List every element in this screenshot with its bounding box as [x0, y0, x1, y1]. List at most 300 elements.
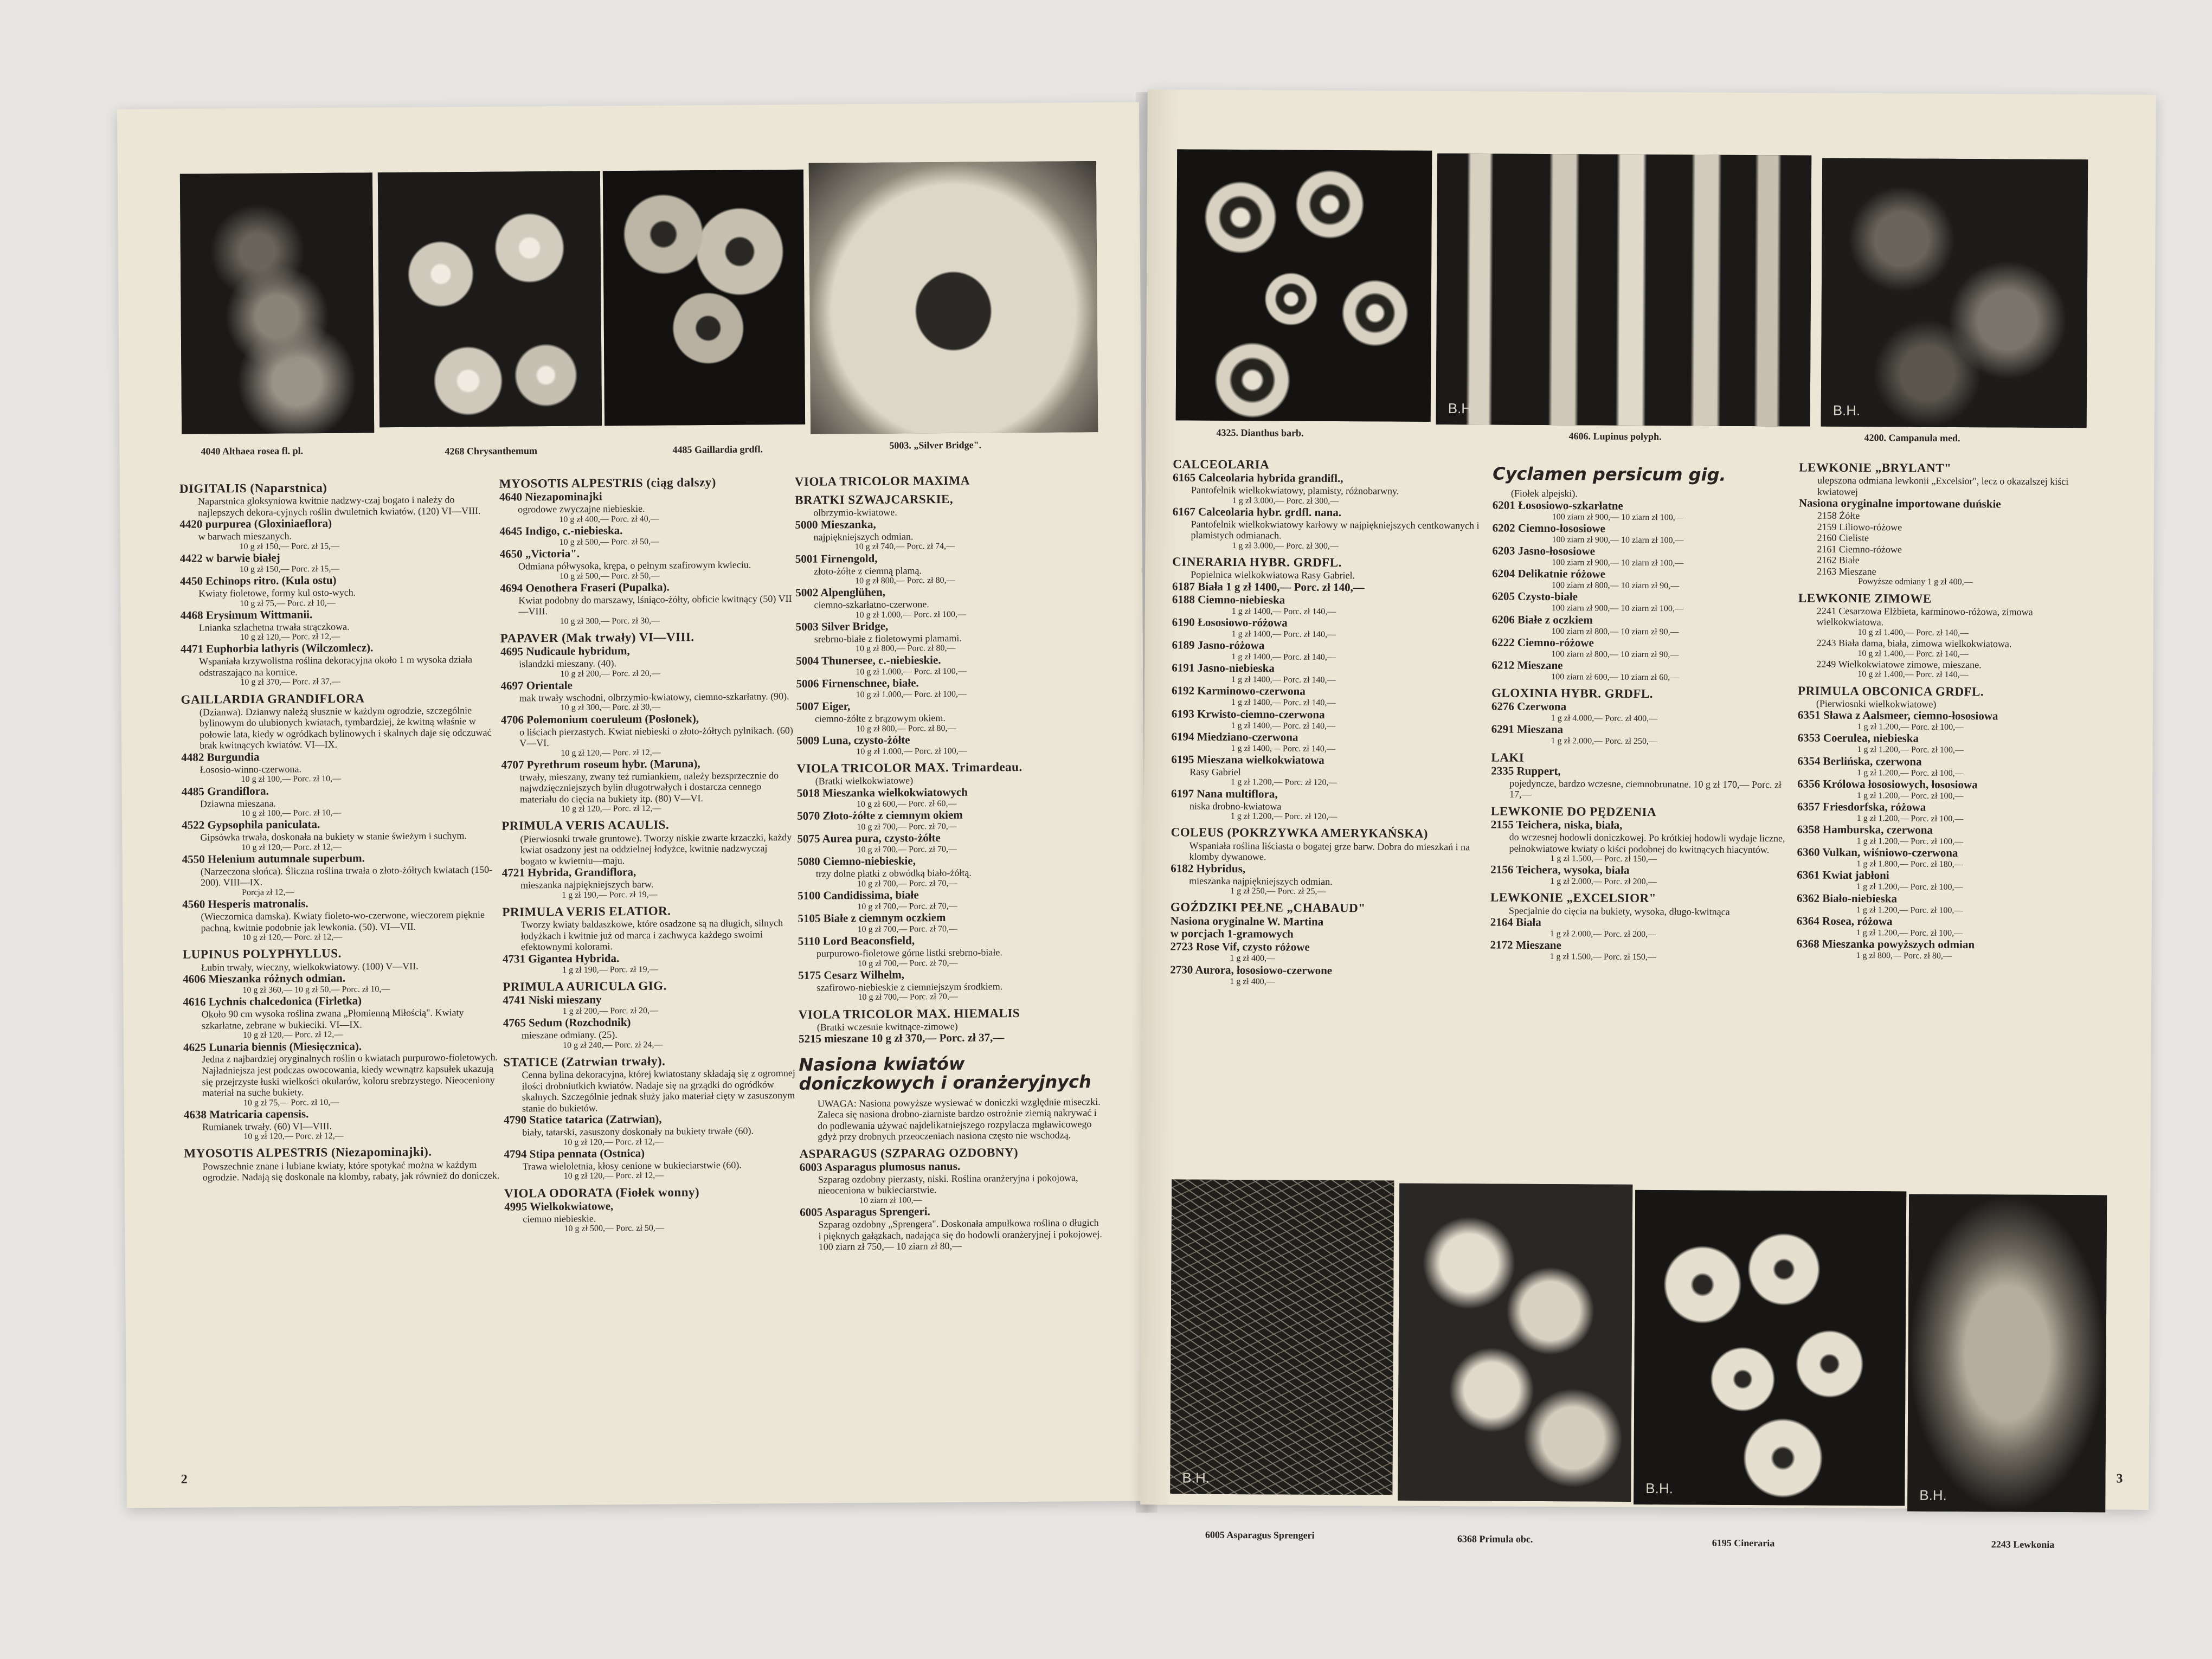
- section-banner: Cyclamen persicum gig.: [1493, 463, 1726, 485]
- catalog-item: 6188 Ciemno-niebieska: [1172, 593, 1285, 607]
- catalog-item: 4695 Nudicaule hybridum,: [500, 644, 630, 658]
- catalog-item: 2335 Ruppert,: [1491, 764, 1561, 778]
- description-text: (Wieczornica damska). Kwiaty fioleto-wo-czerwone, wieczorem pięknie pachną, kwitnie podobnie jak lewkonia. (50). VI—VII.: [201, 909, 485, 934]
- section-heading: VIOLA TRICOLOR MAX. HIEMALIS: [798, 1006, 1020, 1021]
- photo-chrysanthemum: [378, 171, 602, 427]
- section-heading: CINERARIA HYBR. GRDFL.: [1172, 555, 1342, 570]
- price-line: 1 g zł 1.500,— Porc. zł 150,—: [1549, 952, 1656, 962]
- right-column-3: [1796, 456, 2102, 962]
- catalog-item: 6167 Calceolaria hybr. grdfl. nana.: [1172, 505, 1342, 519]
- section-heading: PRIMULA VERIS ELATIOR.: [502, 904, 671, 919]
- catalog-item: 2723 Rose Vif, czysto różowe: [1170, 940, 1310, 954]
- price-line: 10 g zł 1.000,— Porc. zł 100,—: [856, 746, 967, 756]
- catalog-item: 4707 Pyrethrum roseum hybr. (Maruna),: [501, 756, 700, 771]
- section-heading: CALCEOLARIA: [1173, 457, 1270, 472]
- catalog-item: 4420 purpurea (Gloxiniaeflora): [179, 517, 332, 531]
- description-text: w barwach mieszanych.: [198, 530, 292, 542]
- catalog-item: 2164 Biała: [1490, 915, 1541, 929]
- catalog-item: 5100 Candidissima, białe: [798, 888, 919, 902]
- catalog-item: 4638 Matricaria capensis.: [183, 1107, 309, 1121]
- price-line: 10 g zł 700,— Porc. zł 70,—: [857, 958, 958, 968]
- catalog-item: 4560 Hesperis matronalis.: [182, 897, 308, 911]
- description-text: Rasy Gabriel: [1189, 766, 1241, 777]
- section-heading: MYOSOTIS ALPESTRIS (ciąg dalszy): [499, 475, 716, 491]
- description-text: 2160 Cieliste: [1817, 532, 1869, 544]
- photo-caption: 4485 Gaillardia grdfl.: [672, 443, 763, 455]
- description-text: Wspaniała krzywolistna roślina dekoracyjna około 1 m wysoka działa odstraszająco na kornice.: [199, 654, 473, 678]
- price-line: Porcja zł 12,—: [242, 888, 294, 898]
- price-line: 100 ziarn zł 800,— 10 ziarn zł 90,—: [1551, 626, 1679, 636]
- photo-lupinus: [1436, 153, 1812, 427]
- price-line: 10 g zł 150,— Porc. zł 15,—: [239, 541, 340, 551]
- price-line: 10 g zł 500,— Porc. zł 50,—: [559, 571, 660, 581]
- section-heading: VIOLA ODORATA (Fiołek wonny): [504, 1185, 700, 1200]
- description-text: szafirowo-niebieskie z ciemniejszym środkiem.: [816, 981, 1003, 993]
- price-line: 10 g zł 120,— Porc. zł 12,—: [561, 748, 661, 758]
- catalog-item: 4706 Polemonium coeruleum (Posłonek),: [500, 711, 699, 726]
- photo-primula: [1398, 1184, 1632, 1502]
- catalog-item: 5004 Thunersee, c.-niebieskie.: [796, 653, 941, 667]
- catalog-item: 5000 Mieszanka,: [795, 517, 876, 531]
- photo-caption: 6005 Asparagus Sprengeri: [1205, 1529, 1315, 1541]
- catalog-item: 2172 Mieszane: [1490, 938, 1561, 952]
- catalog-item: 6194 Miedziano-czerwona: [1171, 730, 1298, 744]
- section-heading: GAILLARDIA GRANDIFLORA: [181, 691, 365, 706]
- right-column-2: [1490, 454, 1796, 963]
- catalog-item: 4694 Oenothera Fraseri (Pupalka).: [500, 580, 670, 595]
- price-line: 10 g zł 400,— Porc. zł 40,—: [559, 514, 659, 524]
- section-heading: PRIMULA VERIS ACAULIS.: [501, 818, 670, 833]
- catalog-item: Nasiona oryginalne W. Martina: [1170, 914, 1324, 928]
- section-heading: PRIMULA AURICULA GIG.: [503, 979, 667, 994]
- catalog-item: 6291 Mieszana: [1491, 722, 1564, 736]
- price-line: 1 g zł 3.000,— Porc. zł 300,—: [1232, 541, 1339, 551]
- price-line: 100 ziarn zł 800,— 10 ziarn zł 90,—: [1552, 581, 1680, 591]
- photo-mark: B.H.: [1919, 1487, 1947, 1503]
- price-line: 10 g zł 1.400,— Porc. zł 140,—: [1857, 670, 1969, 680]
- left-column-3: [795, 468, 1104, 1252]
- section-heading: MYOSOTIS ALPESTRIS (Niezapominajki).: [184, 1145, 432, 1161]
- catalog-item: 6191 Jasno-niebieska: [1172, 661, 1275, 675]
- description-text: (Bratki wielkokwiatowe): [815, 775, 914, 787]
- section-heading: LUPINUS POLYPHYLLUS.: [182, 947, 342, 962]
- catalog-item: 6222 Ciemno-różowe: [1491, 635, 1594, 650]
- photo-caption: 5003. „Silver Bridge".: [889, 439, 982, 451]
- description-text: ulepszona odmiana lewkonii „Excelsior", lecz o okazalszej kiści kwiatowej: [1817, 474, 2069, 497]
- left-page: [117, 102, 1149, 1508]
- description-text: 2158 Żółte: [1817, 510, 1860, 522]
- price-line: 1 g zł 400,—: [1230, 954, 1276, 963]
- price-line: 1 g zł 2.000,— Porc. zł 200,—: [1549, 929, 1657, 940]
- catalog-item: 6360 Vulkan, wiśniowo-czerwona: [1797, 845, 1958, 860]
- catalog-item: 6202 Ciemno-łososiowe: [1492, 521, 1605, 535]
- price-line: 1 g zł 1.200,— Porc. zł 100,—: [1856, 837, 1964, 847]
- price-line: 100 ziarn zł 900,— 10 ziarn zł 100,—: [1552, 535, 1684, 545]
- price-line: 10 g zł 700,— Porc. zł 70,—: [857, 878, 957, 889]
- catalog-item: 5018 Mieszanka wielkokwiatowych: [796, 785, 968, 800]
- section-heading: LEWKONIE „EXCELSIOR": [1490, 890, 1656, 905]
- price-line: 1 g zł 2.000,— Porc. zł 200,—: [1550, 877, 1657, 887]
- price-line: 10 g zł 120,— Porc. zł 12,—: [242, 1030, 343, 1040]
- catalog-item: 6205 Czysto-białe: [1491, 589, 1578, 603]
- catalog-item: 6356 Królowa łososiowych, łososiowa: [1797, 777, 1978, 791]
- photo-caption: 4200. Campanula med.: [1864, 432, 1960, 444]
- catalog-item: 5009 Luna, czysto-żółte: [796, 733, 910, 747]
- photo-caption: 4325. Dianthus barb.: [1216, 427, 1304, 439]
- price-line: 1 g zł 190,— Porc. zł 19,—: [562, 964, 658, 975]
- description-text: mieszane odmiany. (25).: [521, 1029, 618, 1041]
- description-text: mak trwały wschodni, olbrzymio-kwiatowy, ciemno-szkarłatny. (90).: [519, 690, 789, 704]
- catalog-item: Nasiona oryginalne importowane duńskie: [1798, 496, 2001, 511]
- description-text: Trawa wieloletnia, kłosy cenione w bukieciarstwie (60).: [522, 1159, 742, 1172]
- catalog-item: w porcjach 1-gramowych: [1170, 927, 1294, 941]
- photo-althaea: [180, 172, 374, 434]
- catalog-item: 5001 Firnengold,: [795, 551, 878, 565]
- photo-caption: 6368 Primula obc.: [1457, 1533, 1533, 1545]
- price-line: 1 g zł 1400,— Porc. zł 140,—: [1231, 743, 1335, 754]
- catalog-item: 4616 Lychnis chalcedonica (Firletka): [183, 994, 362, 1009]
- section-banner: Nasiona kwiatów doniczkowych i oranżeryjnych: [799, 1053, 1091, 1095]
- description-text: Szparag ozdobny pierzasty, niski. Roślina oranżeryjna i pokojowa, nieoceniona w bukieciarstwie.: [818, 1172, 1078, 1196]
- price-line: 1 g zł 1.200,— Porc. zł 100,—: [1856, 882, 1963, 892]
- catalog-item: 4522 Gypsophila paniculata.: [182, 818, 320, 832]
- price-line: 1 g zł 1400,— Porc. zł 140,—: [1231, 629, 1336, 639]
- price-line: 10 g zł 120,— Porc. zł 12,—: [561, 803, 661, 814]
- price-line: 10 g zł 500,— Porc. zł 50,—: [564, 1223, 664, 1234]
- catalog-item: 6190 Łososiowo-różowa: [1172, 615, 1288, 629]
- catalog-item: 6364 Rosea, różowa: [1796, 914, 1893, 928]
- description-text: ogrodowe zwyczajne niebieskie.: [518, 503, 645, 515]
- catalog-item: 5175 Cesarz Wilhelm,: [798, 968, 905, 982]
- catalog-item: 6003 Asparagus plumosus nanus.: [799, 1159, 961, 1174]
- description-text: złoto-żółte z ciemną plamą.: [813, 564, 922, 577]
- photo-gaillardia: [603, 170, 805, 426]
- page-number: 2: [181, 1472, 188, 1487]
- price-line: 1 g zł 1.200,— Porc. zł 100,—: [1856, 905, 1963, 915]
- description-text: do wczesnej hodowli doniczkowej. Po krótkiej hodowli wydaje liczne, pełnokwiatowe kwiaty o kiści podobnej do kwitnących hiacyntów.: [1509, 831, 1785, 855]
- section-heading: LEWKONIE ZIMOWE: [1798, 590, 1932, 606]
- price-line: 10 g zł 1.400,— Porc. zł 140,—: [1857, 627, 1969, 638]
- catalog-item: 4606 Mieszanka różnych odmian.: [183, 971, 346, 986]
- price-line: 10 g zł 800,— Porc. zł 80,—: [855, 644, 956, 654]
- price-line: 1 g zł 1.200,— Porc. zł 120,—: [1231, 777, 1338, 788]
- photo-caption: 2243 Lewkonia: [1991, 1539, 2055, 1550]
- price-line: 1 g zł 800,— Porc. zł 80,—: [1856, 950, 1952, 961]
- catalog-item: 5007 Eiger,: [796, 699, 851, 713]
- description-text: o liściach pierzastych. Kwiat niebieski o złoto-żółtych pylnikach. (60) V—VI.: [519, 724, 793, 749]
- price-line: 10 g zł 100,— Porc. zł 10,—: [241, 808, 342, 819]
- catalog-item: 5002 Alpenglühen,: [795, 586, 886, 600]
- photo-caption: 4040 Althaea rosea fl. pl.: [201, 445, 304, 457]
- description-text: Specjalnie do cięcia na bukiety, wysoka, długo-kwitnąca: [1508, 905, 1730, 917]
- catalog-item: 6353 Coerulea, niebieska: [1797, 731, 1919, 745]
- description-text: Odmiana półwysoka, krępa, o pełnym szafirowym kwieciu.: [518, 559, 751, 572]
- description-text: Szparag ozdobny „Sprengera". Doskonała ampułkowa roślina o długich i pięknych gałązkach, nadająca się do hodowli oranżeryjnej i pokojowej. 100 ziarn zł 750,— 10 ziarn zł 80,—: [818, 1217, 1102, 1252]
- price-line: 1 g zł 1.500,— Porc. zł 150,—: [1550, 854, 1657, 864]
- description-text: (Pierwiosnki trwałe gruntowe). Tworzy niskie zwarte krzaczki, każdy kwiat osadzony jest na oddzielnej łodyżce, kwitnie nadzwyczaj bogato w kwietniu—maju.: [520, 831, 792, 867]
- price-line: 10 g zł 120,— Porc. zł 12,—: [242, 932, 343, 943]
- description-text: 2241 Cesarzowa Elżbieta, karminowo-różowa, zimowa wielkokwiatowa.: [1816, 605, 2033, 628]
- description-text: 2159 Liliowo-różowe: [1817, 521, 1902, 533]
- catalog-item: 4995 Wielkokwiatowe,: [504, 1199, 614, 1213]
- price-line: 100 ziarn zł 900,— 10 ziarn zł 100,—: [1552, 512, 1684, 522]
- description-text: Cenna bylina dekoracyjna, której kwiatostany składają się z ogromnej ilości drobniutkich kwiatów. Nadaje się na grządki do ogródków skalnych. Szczególnie jednak służy jako materiał cięty w zasuszonym stanie do bukietów.: [522, 1068, 795, 1114]
- description-text: Gipsówka trwała, doskonała na bukiety w stanie świeżym i suchym.: [200, 830, 467, 843]
- price-line: 1 g zł 1.200,— Porc. zł 100,—: [1857, 745, 1964, 755]
- catalog-item: 6212 Mieszane: [1491, 658, 1563, 672]
- description-text: 2243 Biała dama, biała, zimowa wielkokwiatowa.: [1816, 637, 2012, 650]
- catalog-item: 5105 Białe z ciemnym oczkiem: [798, 910, 946, 925]
- description-text: ciemno niebieskie.: [523, 1213, 596, 1225]
- price-line: 10 g zł 700,— Porc. zł 70,—: [857, 821, 957, 832]
- price-line: 1 g zł 1400,— Porc. zł 140,—: [1231, 652, 1336, 663]
- description-text: 2249 Wielkokwiatowe zimowe, mieszane.: [1816, 658, 1982, 670]
- photo-silver-bridge: [809, 161, 1098, 434]
- price-line: 1 g zł 190,— Porc. zł 19,—: [562, 890, 658, 900]
- price-line: 1 g zł 1.200,— Porc. zł 120,—: [1230, 812, 1338, 822]
- catalog-item: 6206 Białe z oczkiem: [1491, 613, 1593, 627]
- price-line: 1 g zł 1.200,— Porc. zł 100,—: [1856, 928, 1963, 938]
- photo-mark: B.H.: [1645, 1480, 1674, 1497]
- catalog-item: 4550 Helenium autumnale superbum.: [182, 851, 365, 866]
- description-text: biały, tatarski, zasuszony doskonały na bukiety trwałe (60).: [522, 1125, 754, 1138]
- description-text: Kwiat podobny do marszawy, lśniąco-żółty, obficie kwitnący (50) VII—VIII.: [518, 593, 792, 617]
- photo-campanula: [1821, 158, 2088, 428]
- price-line: 100 ziarn zł 900,— 10 ziarn zł 100,—: [1552, 558, 1684, 568]
- price-line: 1 g zł 1.200,— Porc. zł 100,—: [1857, 722, 1964, 732]
- price-line: 10 g zł 75,— Porc. zł 10,—: [243, 1097, 339, 1108]
- price-line: 10 g zł 1.400,— Porc. zł 140,—: [1857, 648, 1969, 659]
- section-heading: GOŹDZIKI PEŁNE „CHABAUD": [1170, 900, 1366, 915]
- price-line: 1 g zł 4.000,— Porc. zł 400,—: [1551, 713, 1658, 724]
- catalog-item: 4650 „Victoria".: [499, 546, 580, 561]
- section-heading: COLEUS (POKRZYWKA AMERYKAŃSKA): [1171, 825, 1428, 841]
- catalog-item: 4625 Lunaria biennis (Miesięcznica).: [183, 1039, 362, 1054]
- description-text: 2161 Ciemno-różowe: [1817, 543, 1902, 555]
- catalog-item: 4482 Burgundia: [181, 750, 260, 764]
- catalog-item: 6197 Nana multiflora,: [1171, 787, 1278, 801]
- price-line: 10 g zł 120,— Porc. zł 12,—: [563, 1171, 664, 1181]
- description-text: Około 90 cm wysoka roślina zwana „Płomienną Miłością". Kwiaty szkarłatne, zebrane w bukieciki. VI—IX.: [201, 1007, 464, 1031]
- description-text: Lnianka szlachetna trwała strączkowa.: [198, 621, 350, 633]
- catalog-item: 4721 Hybrida, Grandiflora,: [501, 865, 636, 879]
- description-text: niska drobno-kwiatowa: [1189, 800, 1282, 812]
- price-line: 1 g zł 2.000,— Porc. zł 250,—: [1551, 736, 1658, 747]
- price-line: 1 g zł 400,—: [1230, 976, 1275, 986]
- description-text: Jedna z najbardziej oryginalnych roślin o kwiatach purpurowo-fioletowych. Najładniejsza jest podczas owocowania, kiedy wewnątrz kapsułek ukazują się przejrzyste łuski wielkości okularów, koloru srebrzystego. Nieoceniony materiał na suche bukiety.: [202, 1052, 498, 1098]
- right-page: [1140, 89, 2156, 1550]
- section-heading: VIOLA TRICOLOR MAXIMA: [794, 473, 970, 488]
- price-line: 10 g zł 100,— Porc. zł 10,—: [241, 774, 342, 785]
- description-text: pojedyncze, bardzo wczesne, ciemnobrunatne. 10 g zł 170,— Porc. zł 17,—: [1509, 777, 1782, 800]
- description-text: Wspaniała roślina liściasta o bogatej grze barw. Dobra do mieszkań i na klomby dywanowe.: [1189, 840, 1470, 863]
- price-line: 10 g zł 240,— Porc. zł 24,—: [563, 1040, 663, 1050]
- photo-mark: B.H.: [1182, 1469, 1210, 1486]
- catalog-item: 6192 Karminowo-czerwona: [1171, 684, 1306, 698]
- catalog-item: 4731 Gigantea Hybrida.: [502, 951, 620, 966]
- catalog-item: 6165 Calceolaria hybrida grandifl.,: [1173, 471, 1343, 485]
- description-text: trwały, mieszany, zwany też rumiankiem, należy bezsprzecznie do najwdzięczniejszych bylin długotrwałych i dostarcza cennego materiału do cięcia na bukiety itp. (80) V—VI.: [519, 769, 779, 805]
- price-line: 10 g zł 120,— Porc. zł 12,—: [241, 842, 342, 852]
- description-text: islandzki mieszany. (40).: [519, 658, 617, 670]
- catalog-item: 4422 w barwie białej: [179, 551, 280, 565]
- description-text: (Bratki wczesnie kwitnące-zimowe): [816, 1020, 958, 1033]
- description-text: (Pierwiosnki wielkokwiatowe): [1816, 698, 1937, 710]
- section-heading: ASPARAGUS (SZPARAG OZDOBNY): [799, 1145, 1019, 1161]
- catalog-item: 4468 Erysimum Wittmanii.: [180, 607, 313, 622]
- price-line: 1 g zł 1400,— Porc. zł 140,—: [1231, 606, 1336, 616]
- description-text: Łososio-winno-czerwona.: [200, 763, 302, 775]
- price-line: 10 g zł 700,— Porc. zł 70,—: [857, 901, 957, 911]
- price-line: 10 g zł 800,— Porc. zł 80,—: [855, 575, 955, 586]
- catalog-item: 6368 Mieszanka powyższych odmian: [1796, 937, 1975, 951]
- catalog-item: 4765 Sedum (Rozchodnik): [503, 1015, 631, 1030]
- catalog-item: 6362 Biało-niebieska: [1796, 891, 1898, 905]
- catalog-item: 4697 Orientale: [500, 678, 573, 692]
- description-text: ciemno-szkarłatno-czerwone.: [814, 599, 929, 610]
- description-text: Naparstnica gloksyniowa kwitnie nadzwy-czaj bogato i należy do najlepszych dekora-cyjnych roślin dwuletnich kwiatów. (120) VI—VIII.: [197, 494, 481, 518]
- description-text: najpiękniejszych odmian.: [813, 531, 914, 543]
- catalog-item: 4645 Indigo, c.-niebieska.: [499, 524, 623, 538]
- section-heading: GLOXINIA HYBR. GRDFL.: [1491, 686, 1654, 701]
- catalog-item: 4790 Statice tatarica (Zatrwian),: [503, 1112, 662, 1127]
- catalog-item: 2156 Teichera, wysoka, biała: [1490, 863, 1630, 877]
- description-text: purpurowo-fioletowe górne listki srebrno-białe.: [816, 947, 1002, 959]
- description-text: Rumianek trwały. (60) VI—VIII.: [202, 1120, 332, 1133]
- catalog-item: 4471 Euphorbia lathyris (Wilczomlecz).: [180, 641, 374, 656]
- catalog-item: 5075 Aurea pura, czysto-żółte: [797, 831, 941, 845]
- price-line: 10 g zł 300,— Porc. zł 30,—: [560, 616, 660, 626]
- photo-caption: 4268 Chrysanthemum: [445, 445, 538, 457]
- catalog-item: 6005 Asparagus Sprengeri.: [800, 1205, 930, 1219]
- catalog-item: 6357 Friesdorfska, różowa: [1797, 800, 1926, 814]
- price-line: 10 g zł 150,— Porc. zł 15,—: [239, 564, 340, 574]
- description-text: UWAGA: Nasiona powyższe wysiewać w doniczki względnie miseczki. Zaleca się nasiona drobno-ziarniste bardzo ostrożnie ziemią nakrywać i do podlewania używać najdelikatniejszego rozpylacza mgławicowego gdyż przy drobnych przeoczeniach nasiona często nie wschodzą.: [817, 1096, 1101, 1142]
- price-line: 1 g zł 1400,— Porc. zł 140,—: [1231, 698, 1336, 708]
- price-line: 10 g zł 1.000,— Porc. zł 100,—: [856, 689, 967, 699]
- description-text: olbrzymio-kwiatowe.: [813, 507, 897, 519]
- catalog-item: 5215 mieszane 10 g zł 370,— Porc. zł 37,—: [798, 1031, 1005, 1046]
- right-column-1: [1170, 453, 1493, 988]
- price-line: 10 g zł 500,— Porc. zł 50,—: [559, 537, 660, 547]
- price-line: 1 g zł 1400,— Porc. zł 140,—: [1231, 721, 1336, 731]
- catalog-item: 4485 Grandiflora.: [181, 784, 269, 798]
- description-text: Łubin trwały, wieczny, wielkokwiatowy. (100) V—VII.: [201, 960, 419, 973]
- photo-dianthus: [1176, 149, 1432, 421]
- catalog-item: 6351 Sława z Aalsmeer, ciemno-łososiowa: [1797, 708, 1998, 723]
- catalog-item: 6195 Mieszana wielkokwiatowa: [1171, 753, 1324, 767]
- photo-cineraria: [1634, 1190, 1906, 1506]
- catalog-item: 2730 Aurora, łososiowo-czerwone: [1170, 962, 1333, 977]
- catalog-item: 6201 Łososiowo-szkarłatne: [1492, 498, 1623, 512]
- price-line: 10 g zł 700,— Porc. zł 70,—: [857, 844, 957, 855]
- price-line: 100 ziarn zł 800,— 10 ziarn zł 90,—: [1551, 649, 1679, 659]
- section-heading: PRIMULA OBCONICA GRDFL.: [1797, 683, 1984, 698]
- description-text: (Narzeczona słońca). Śliczna roślina trwała o złoto-żółtych kwiatach (150-200). VIII—IX.: [200, 864, 493, 889]
- catalog-item: 6358 Hamburska, czerwona: [1797, 822, 1933, 837]
- price-line: 10 g zł 120,— Porc. zł 12,—: [563, 1137, 664, 1147]
- catalog-item: 6361 Kwiat jabłoni: [1797, 868, 1889, 882]
- section-heading: PAPAVER (Mak trwały) VI—VIII.: [500, 630, 695, 645]
- catalog-item: 6354 Berlińska, czerwona: [1797, 754, 1922, 768]
- section-heading: DIGITALIS (Naparstnica): [179, 480, 327, 496]
- price-line: 10 g zł 1.000,— Porc. zł 100,—: [856, 666, 967, 677]
- description-text: Kwiaty fioletowe, formy kul osto-wych.: [198, 587, 356, 599]
- catalog-item: 6187 Biała 1 g zł 1400,— Porc. zł 140,—: [1172, 580, 1365, 594]
- photo-mark: B.H.: [1832, 402, 1861, 419]
- description-text: Dziawna mieszana.: [200, 798, 276, 809]
- section-heading: STATICE (Zatrwian trwały).: [503, 1054, 666, 1069]
- price-line: 10 g zł 360,— 10 g zł 50,— Porc. zł 10,—: [242, 985, 390, 995]
- price-line: 100 ziarn zł 900,— 10 ziarn zł 100,—: [1551, 603, 1683, 614]
- price-line: 1 g zł 1.200,— Porc. zł 100,—: [1857, 768, 1964, 778]
- description-text: Tworzy kwiaty baldaszkowe, które osadzone są na długich, silnych łodyżkach i kwitnie już od marca i zachwyca każdego swoimi efektownymi kolorami.: [520, 917, 783, 953]
- catalog-item: 5006 Firnenschnee, białe.: [796, 676, 919, 690]
- price-line: 1 g zł 250,— Porc. zł 25,—: [1230, 886, 1326, 896]
- description-text: (Fiołek alpejski).: [1510, 487, 1578, 499]
- catalog-item: 6193 Krwisto-ciemno-czerwona: [1171, 707, 1325, 721]
- price-line: 1 g zł 1400,— Porc. zł 140,—: [1231, 675, 1336, 685]
- catalog-item: 5080 Ciemno-niebieskie,: [797, 854, 916, 869]
- catalog-item: 4640 Niezapominajki: [499, 490, 602, 504]
- catalog-item: 6189 Jasno-różowa: [1172, 638, 1265, 652]
- description-text: Pantofelnik wielkokwiatowy, plamisty, różnobarwny.: [1191, 484, 1399, 497]
- photo-mark: B.H.: [1448, 400, 1476, 417]
- section-heading: LEWKONIE „BRYLANT": [1799, 460, 1952, 475]
- price-line: 1 g zł 1.800,— Porc. zł 180,—: [1856, 859, 1963, 870]
- price-line: 10 g zł 740,— Porc. zł 74,—: [854, 542, 955, 552]
- description-text: 2163 Mieszane: [1817, 565, 1876, 577]
- photo-asparagus: [1170, 1179, 1394, 1495]
- price-line: 10 g zł 600,— Porc. zł 60,—: [856, 799, 957, 809]
- price-line: 10 g zł 120,— Porc. zł 12,—: [243, 1131, 344, 1142]
- catalog-item: 4794 Stipa pennata (Ostnica): [504, 1146, 645, 1161]
- photo-caption: 6195 Cineraria: [1712, 1537, 1775, 1549]
- price-line: 1 g zł 3.000,— Porc. zł 300,—: [1232, 496, 1339, 506]
- photo-lewkonia: [1907, 1194, 2107, 1513]
- price-line: 10 g zł 200,— Porc. zł 20,—: [560, 668, 660, 679]
- catalog-item: 2155 Teichera, niska, biała,: [1490, 818, 1623, 832]
- description-text: Powszechnie znane i lubiane kwiaty, które spotykać można w każdym ogrodzie. Nadają się doskonale na klomby, rabaty, jak również do doniczek.: [202, 1159, 500, 1183]
- section-heading: LEWKONIE DO PĘDZENIA: [1490, 804, 1657, 819]
- price-line: Powyższe odmiany 1 g zł 400,—: [1858, 577, 1973, 587]
- catalog-item: 6203 Jasno-łososiowe: [1492, 544, 1596, 558]
- section-heading: VIOLA TRICOLOR MAX. Trimardeau.: [796, 760, 1023, 775]
- catalog-item: 5110 Lord Beaconsfield,: [798, 934, 915, 948]
- catalog-item: 6204 Delikatnie różowe: [1492, 567, 1606, 581]
- description-text: ciemno-żółte z brązowym okiem.: [814, 712, 946, 724]
- price-line: 10 g zł 1.000,— Porc. zł 100,—: [855, 609, 967, 620]
- price-line: 10 g zł 700,— Porc. zł 70,—: [857, 924, 958, 935]
- price-line: 1 g zł 1.200,— Porc. zł 100,—: [1857, 790, 1964, 801]
- description-text: srebrno-białe z fioletowymi plamami.: [814, 632, 962, 645]
- catalog-item: 4741 Niski mieszany: [503, 993, 602, 1007]
- price-line: 10 ziarn zł 100,—: [859, 1195, 922, 1205]
- description-text: Popielnica wielkokwiatowa Rasy Gabriel.: [1191, 569, 1355, 581]
- price-line: 100 ziarn zł 600,— 10 ziarn zł 60,—: [1551, 672, 1679, 683]
- price-line: 10 g zł 370,— Porc. zł 37,—: [240, 677, 340, 687]
- description-text: mieszanka najpiękniejszych odmian.: [1189, 875, 1333, 887]
- description-text: trzy dolne płatki z obwódką biało-żółtą.: [815, 867, 972, 879]
- price-line: 10 g zł 75,— Porc. zł 10,—: [240, 598, 336, 608]
- price-line: 10 g zł 300,— Porc. zł 30,—: [560, 702, 661, 713]
- description-text: 2162 Białe: [1817, 554, 1860, 566]
- left-column-2: [499, 471, 798, 1234]
- price-line: 10 g zł 800,— Porc. zł 80,—: [856, 723, 956, 734]
- price-line: 10 g zł 120,— Porc. zł 12,—: [240, 632, 340, 642]
- description-text: Pantofelnik wielkokwiatowy karłowy w najpiękniejszych centkowanych i plamistych odmianach.: [1191, 518, 1480, 541]
- page-number: 3: [2116, 1471, 2123, 1486]
